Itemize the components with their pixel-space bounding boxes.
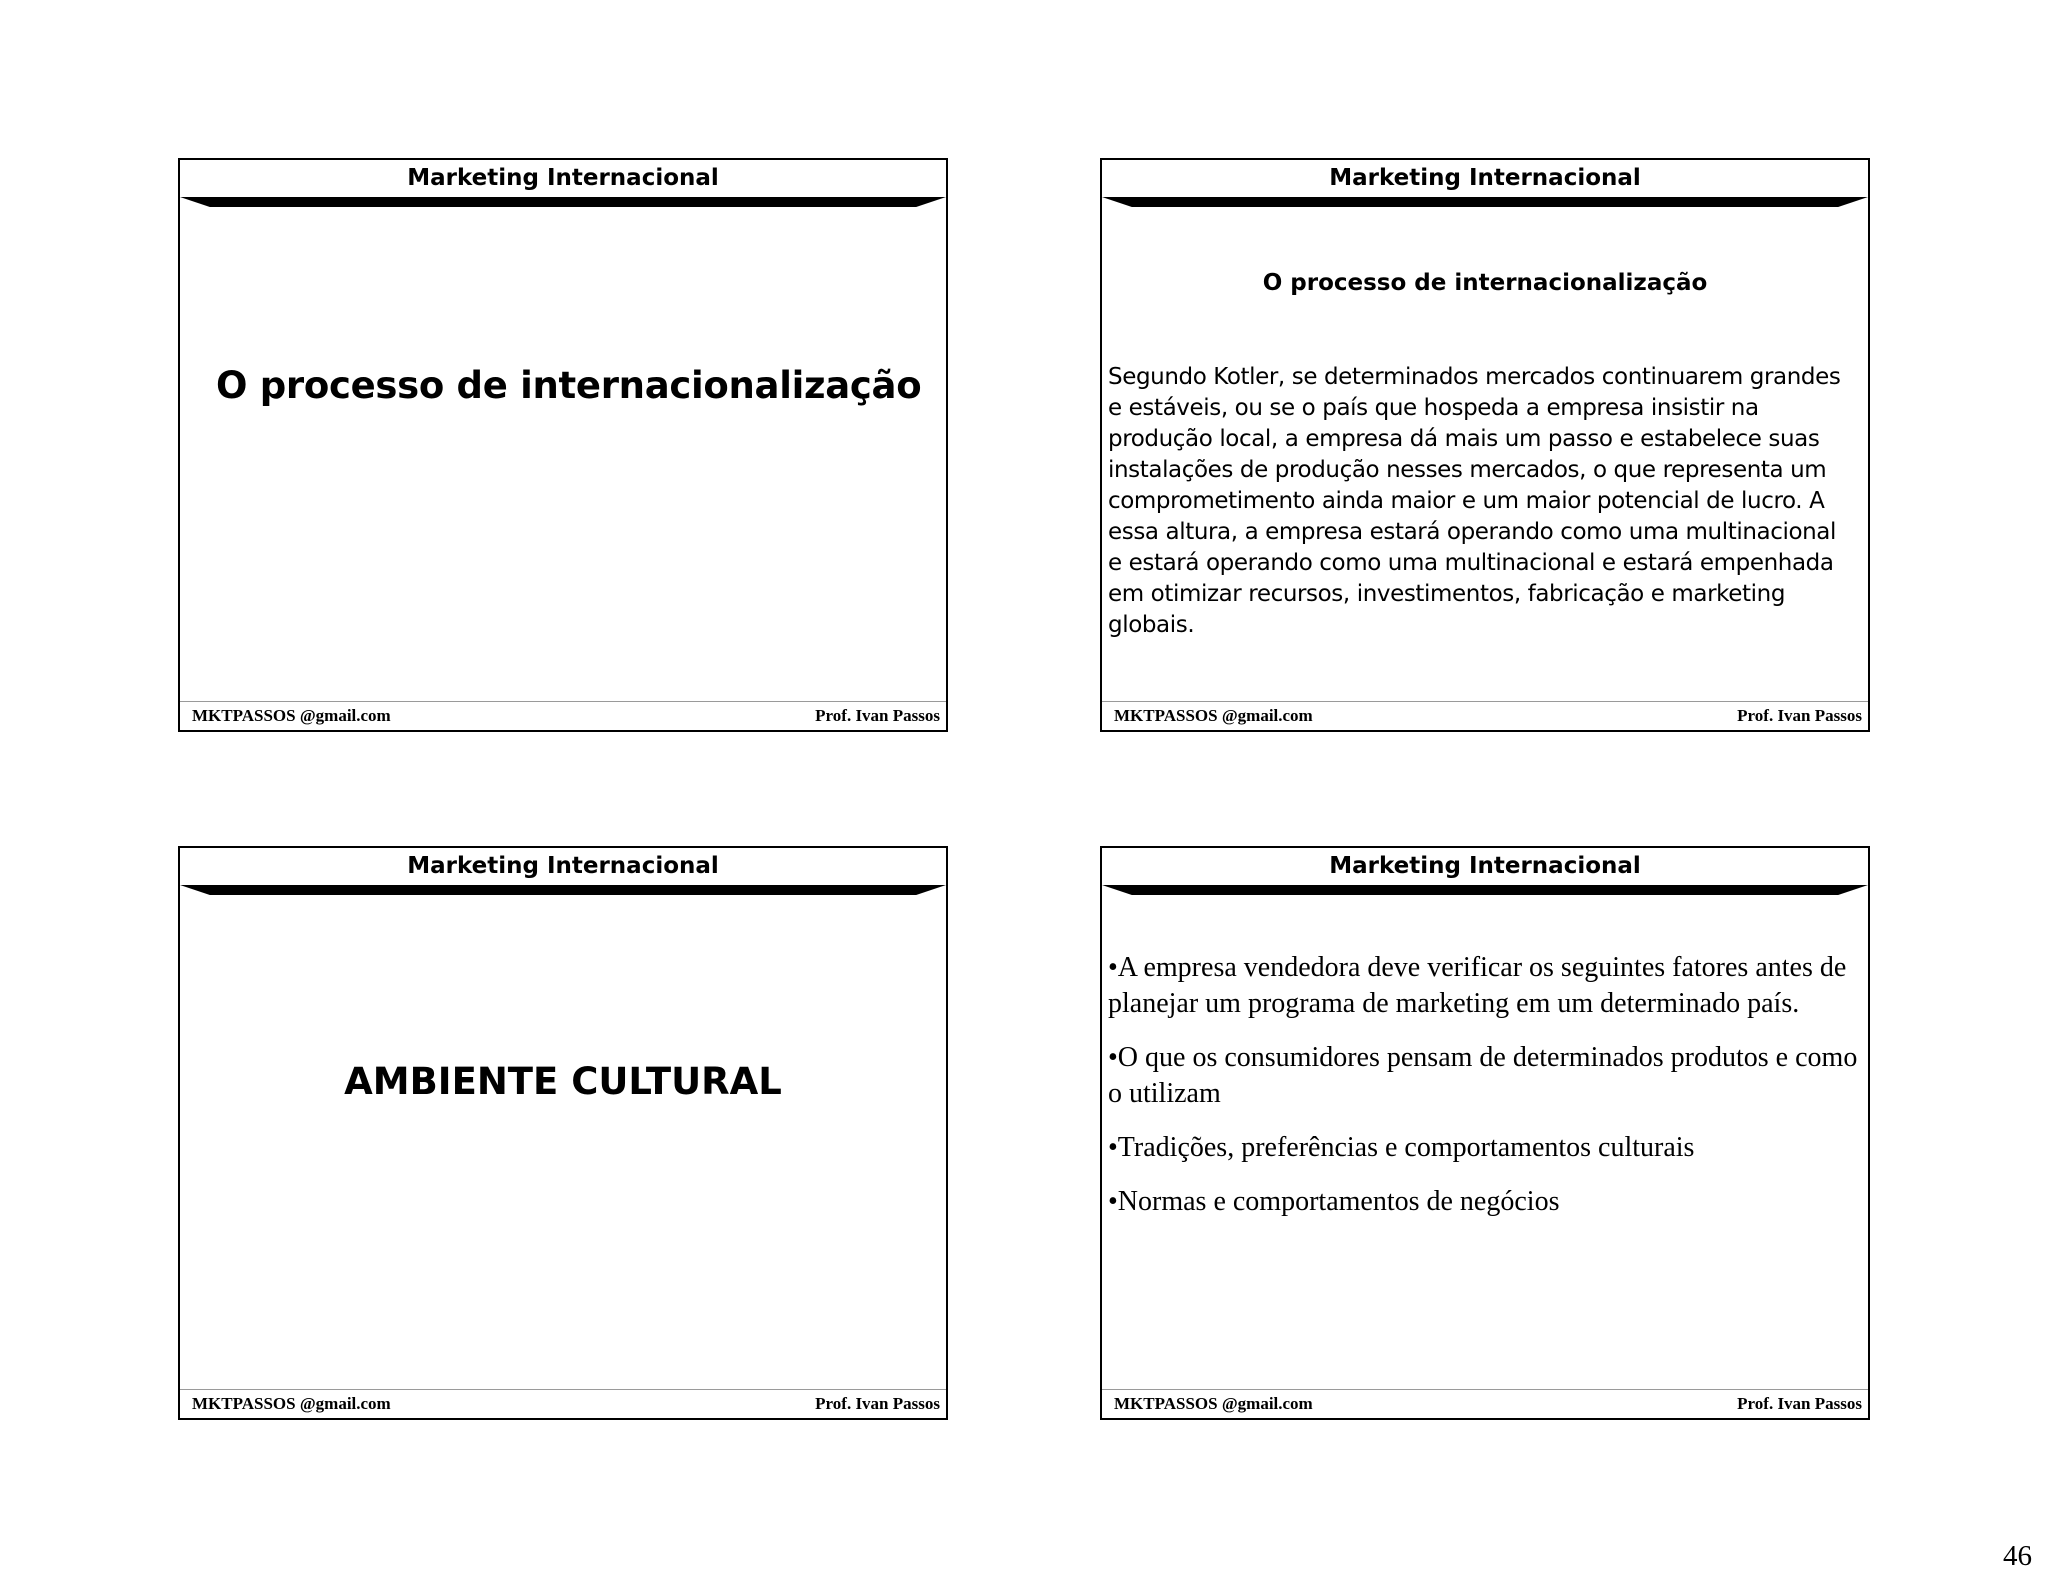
footer-author: Prof. Ivan Passos [815, 1394, 940, 1413]
body-line: comprometimento ainda maior e um maior potencial de lucro. A [1108, 488, 1825, 514]
slide-2 [1100, 158, 1870, 732]
slide-footer [1102, 1389, 1868, 1418]
footer-email: MKTPASSOS @gmail.com [1114, 706, 1313, 725]
slide-header: Marketing Internacional [407, 165, 719, 191]
footer-author: Prof. Ivan Passos [815, 706, 940, 725]
bullet-item: •A empresa vendedora deve verificar os seguintes fatores antes de planejar um programa de marketing em um determinado país. [1108, 952, 1847, 1019]
header-divider [1102, 197, 1868, 207]
slide-footer [180, 701, 946, 730]
footer-email: MKTPASSOS @gmail.com [192, 1394, 391, 1413]
body-line: Segundo Kotler, se determinados mercados continuarem grandes [1108, 364, 1841, 390]
slide-header: Marketing Internacional [1329, 853, 1641, 879]
footer-email: MKTPASSOS @gmail.com [1114, 1394, 1313, 1413]
bullet-list [1108, 950, 1864, 1238]
footer-author: Prof. Ivan Passos [1737, 1394, 1862, 1413]
slide-4 [1100, 846, 1870, 1420]
slide-header: Marketing Internacional [407, 853, 719, 879]
page-number: 46 [2003, 1540, 2032, 1572]
bullet-item: •O que os consumidores pensam de determinados produtos e como o utilizam [1108, 1042, 1858, 1109]
slide-header: Marketing Internacional [1329, 165, 1641, 191]
bullet-item: •Tradições, preferências e comportamentos culturais [1108, 1132, 1695, 1163]
slide-title: O processo de internacionalização [216, 364, 922, 407]
header-divider [1102, 885, 1868, 895]
bullet-item: •Normas e comportamentos de negócios [1108, 1186, 1560, 1217]
body-line: e estará operando como uma multinacional e estará empenhada [1108, 550, 1834, 576]
slide-1 [178, 158, 948, 732]
body-line: em otimizar recursos, investimentos, fabricação e marketing [1108, 581, 1786, 607]
body-line: globais. [1108, 612, 1195, 638]
header-divider [180, 197, 946, 207]
slide-body-text [1108, 362, 1854, 641]
slide-title: AMBIENTE CULTURAL [344, 1060, 782, 1103]
footer-author: Prof. Ivan Passos [1737, 706, 1862, 725]
slide-footer [180, 1389, 946, 1418]
footer-email: MKTPASSOS @gmail.com [192, 706, 391, 725]
slide-3 [178, 846, 948, 1420]
body-line: instalações de produção nesses mercados, o que representa um [1108, 457, 1827, 483]
slide-subtitle: O processo de internacionalização [1262, 270, 1708, 296]
body-line: e estáveis, ou se o país que hospeda a empresa insistir na [1108, 395, 1759, 421]
body-line: essa altura, a empresa estará operando como uma multinacional [1108, 519, 1836, 545]
body-line: produção local, a empresa dá mais um passo e estabelece suas [1108, 426, 1820, 452]
slide-footer [1102, 701, 1868, 730]
header-divider [180, 885, 946, 895]
